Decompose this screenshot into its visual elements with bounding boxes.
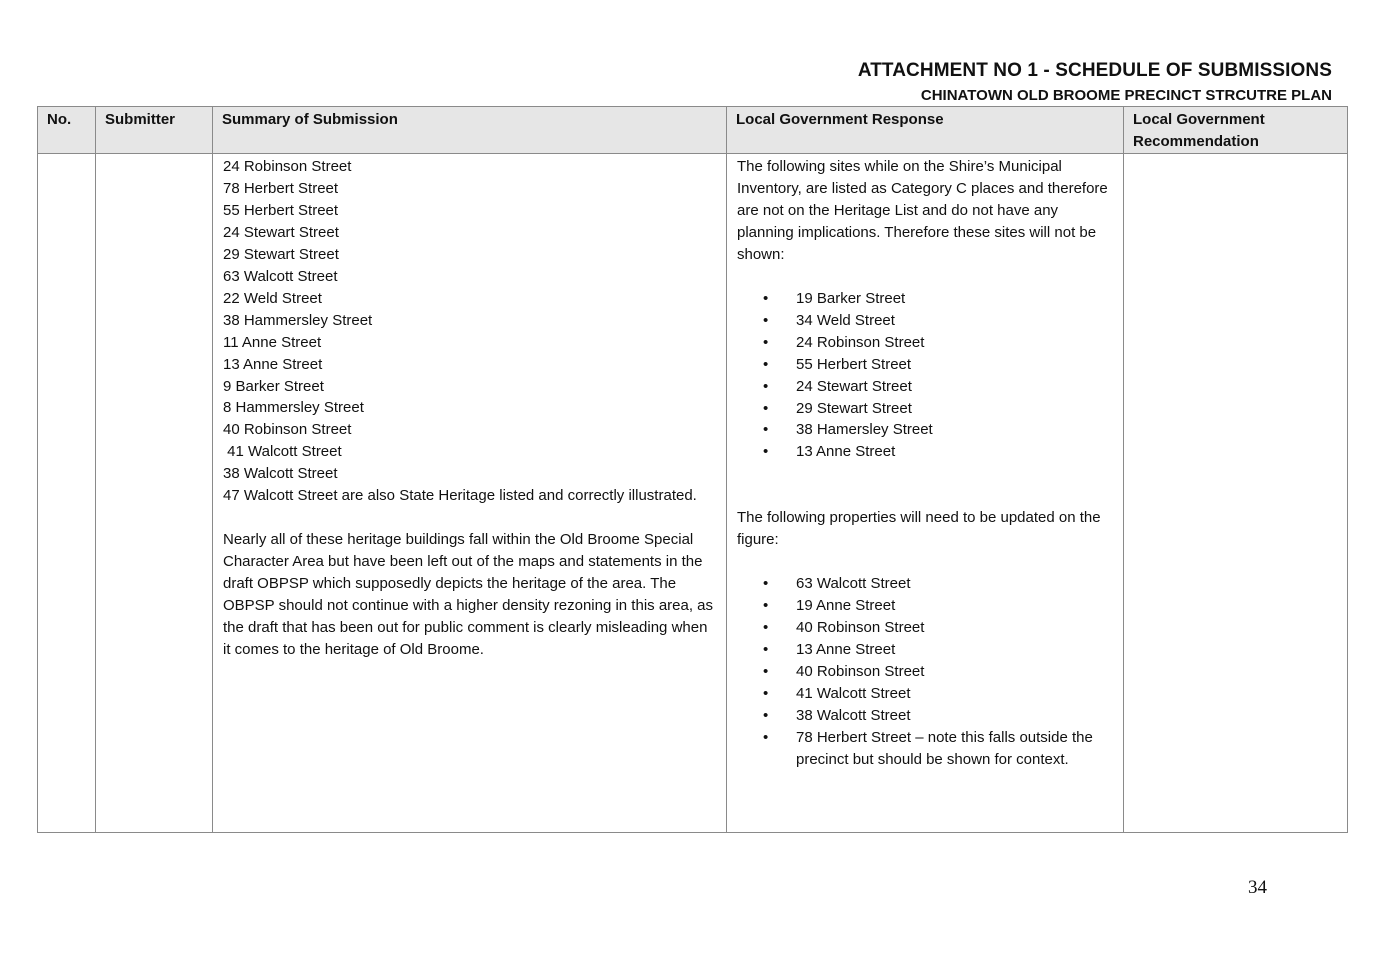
summary-address: 38 Hammersley Street [223, 311, 373, 329]
list-item: • 19 Anne Street [737, 595, 1114, 617]
summary-address: 55 Herbert Street [223, 201, 339, 219]
list-item: • 63 Walcott Street [737, 573, 1114, 595]
summary-address: 29 Stewart Street [223, 245, 339, 263]
list-item: • 38 Hamersley Street [737, 419, 1114, 441]
cell-summary [213, 154, 727, 833]
summary-address: 63 Walcott Street [223, 267, 338, 285]
summary-paragraph: Nearly all of these heritage buildings fall within the Old Broome Special Character Area but have been left out of the maps and statements in the draft OBPSP which supposedly depicts the heritage of the area. The OBPSP should not continue with a higher density rezoning in this area, as the draft that has been out for public comment is clearly misleading when it comes to the heritage of Old Broome. [223, 531, 714, 659]
list-item: • 24 Stewart Street [737, 376, 1114, 398]
table-row [38, 154, 1348, 833]
summary-address: 11 Anne Street [223, 333, 322, 351]
list-item: • 40 Robinson Street [737, 661, 1114, 683]
list-item: • 29 Stewart Street [737, 398, 1114, 420]
summary-address: 38 Walcott Street [223, 465, 338, 483]
list-item: • 24 Robinson Street [737, 332, 1114, 354]
table-header-row [38, 107, 1348, 154]
list-item: • 55 Herbert Street [737, 354, 1114, 376]
list-item: • 40 Robinson Street [737, 617, 1114, 639]
cell-response [727, 154, 1124, 833]
summary-address: 22 Weld Street [223, 289, 322, 307]
col-header-recommendation-line2: Recommendation [1133, 133, 1259, 150]
document-title: ATTACHMENT NO 1 - SCHEDULE OF SUBMISSIONS [857, 60, 1332, 81]
document-subtitle: CHINATOWN OLD BROOME PRECINCT STRCUTRE PLAN [920, 87, 1332, 104]
summary-address: 13 Anne Street [223, 355, 323, 373]
list-item: • 41 Walcott Street [737, 683, 1114, 705]
list-item: • 13 Anne Street [737, 639, 1114, 661]
list-item: • 78 Herbert Street – note this falls outside the precinct but should be shown for context. [737, 727, 1114, 771]
summary-address: 40 Robinson Street [223, 421, 352, 439]
summary-address: 41 Walcott Street [223, 443, 342, 461]
col-header-summary: Summary of Submission [213, 107, 727, 154]
list-item: • 34 Weld Street [737, 310, 1114, 332]
col-header-no: No. [38, 107, 96, 154]
summary-address: 47 Walcott Street are also State Heritage listed and correctly illustrated. [223, 487, 697, 505]
summary-address: 8 Hammersley Street [223, 399, 364, 417]
cell-submitter [96, 154, 213, 833]
response-intro: The following sites while on the Shire’s Municipal Inventory, are listed as Category C places and therefore are not on the Heritage List and do not have any planning implications. Therefore these sites will not be shown: [737, 158, 1108, 263]
summary-address: 78 Herbert Street [223, 179, 339, 197]
response-intro-2: The following properties will need to be updated on the figure: [737, 509, 1101, 549]
summary-address: 9 Barker Street [223, 377, 324, 395]
cell-recommendation [1124, 154, 1348, 833]
list-item: • 38 Walcott Street [737, 705, 1114, 727]
col-header-recommendation-line1: Local Government [1133, 111, 1265, 128]
col-header-recommendation [1124, 107, 1348, 154]
submissions-table [37, 106, 1348, 833]
cell-no [38, 154, 96, 833]
col-header-response: Local Government Response [727, 107, 1124, 154]
page-number: 34 [1248, 877, 1267, 898]
list-item: • 13 Anne Street [737, 441, 1114, 463]
col-header-submitter: Submitter [96, 107, 213, 154]
summary-address: 24 Stewart Street [223, 223, 339, 241]
response-list-not-shown [737, 288, 1114, 464]
response-list-to-update [737, 573, 1114, 771]
summary-address: 24 Robinson Street [223, 158, 352, 175]
list-item: • 19 Barker Street [737, 288, 1114, 310]
